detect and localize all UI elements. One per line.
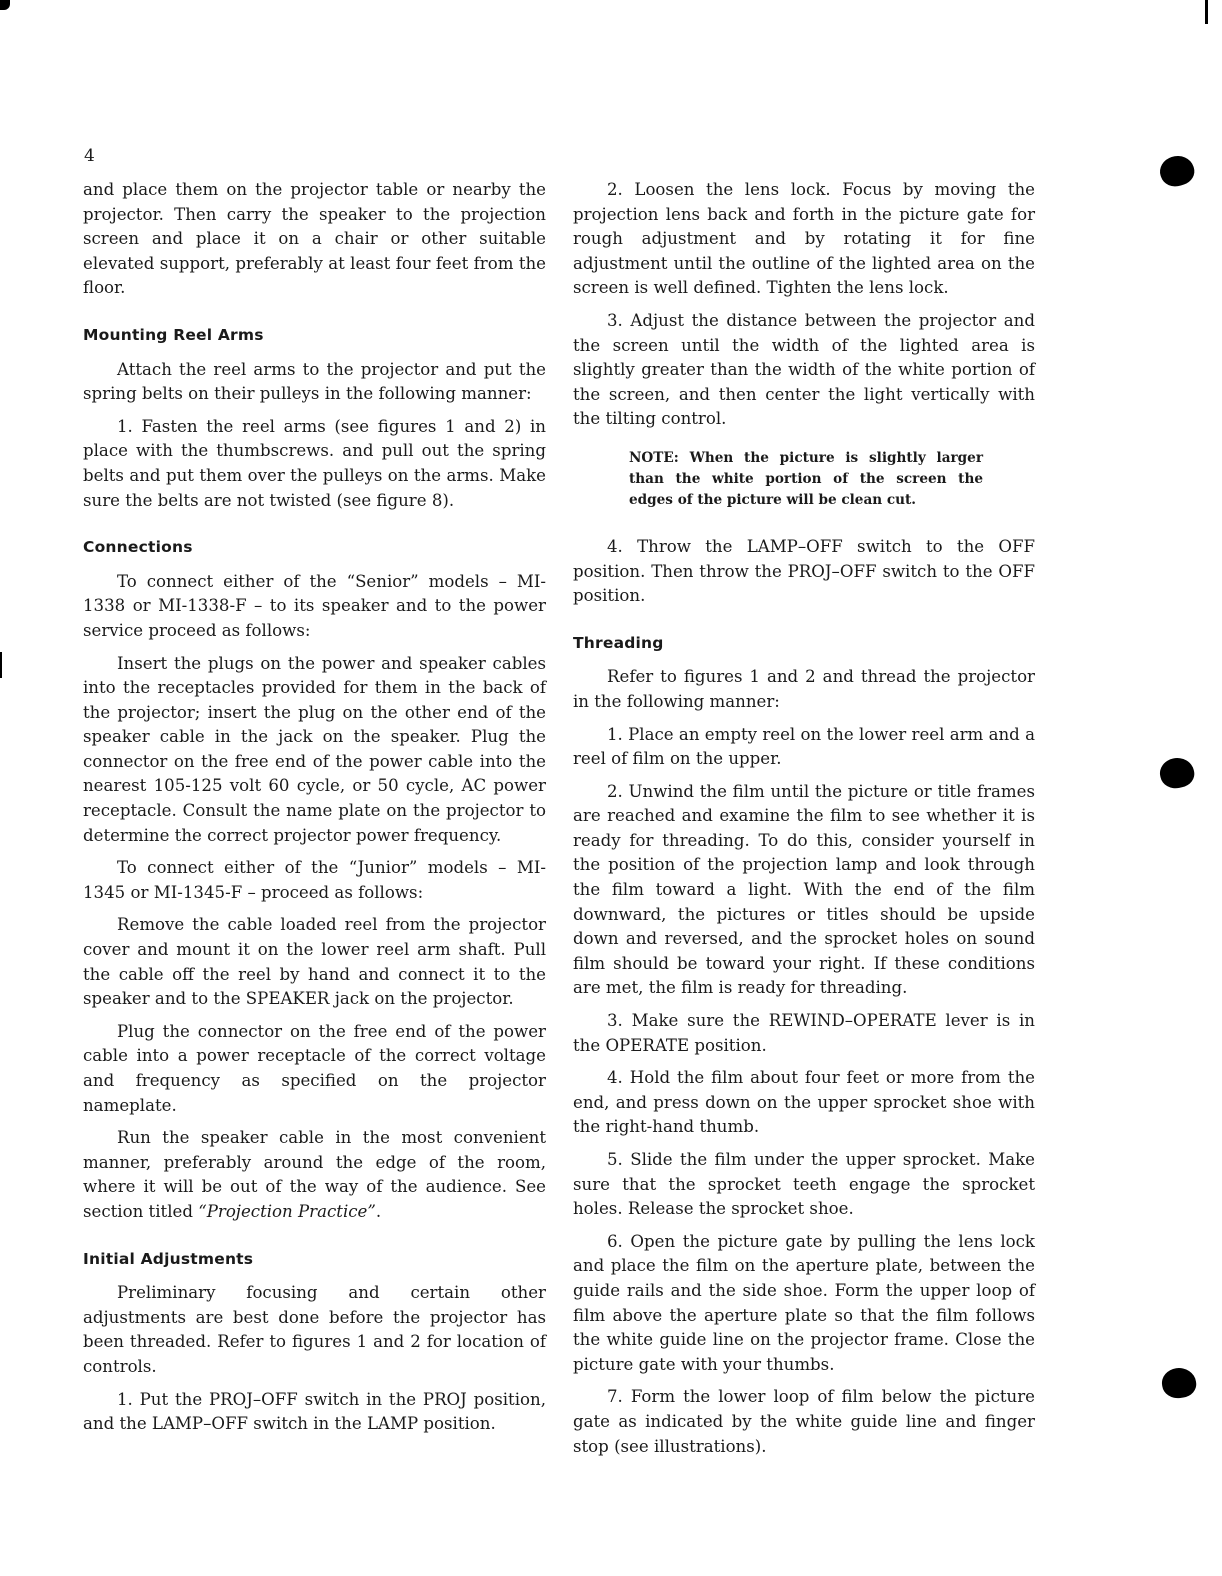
scan-edge-mark	[0, 652, 2, 678]
scan-corner-mark	[0, 0, 10, 10]
section-reference: “Projection Practice”	[198, 1201, 376, 1221]
section-heading-initial-adjustments: Initial Adjustments	[83, 1249, 254, 1268]
binder-hole	[1156, 151, 1198, 190]
paragraph: To connect either of the “Senior” models – MI-1338 or MI-1338-F – to its speaker and to the power service proceed as follows:	[83, 571, 546, 640]
paragraph: and place them on the projector table or nearby the projector. Then carry the speaker to the projection screen and place it on a chair or other suitable elevated support, preferably at least four feet from the floor.	[83, 180, 546, 298]
paragraph: Preliminary focusing and certain other adjustments are best done before the projector has been threaded. Refer to figures 1 and 2 for location of controls.	[83, 1283, 546, 1376]
paragraph: Remove the cable loaded reel from the projector cover and mount it on the lower reel arm shaft. Pull the cable off the reel by hand and connect it to the speaker and to the SPEAKER jack on the projector.	[83, 915, 546, 1009]
paragraph: 1. Put the PROJ–OFF switch in the PROJ position, and the LAMP–OFF switch in the LAMP position.	[83, 1389, 546, 1434]
paragraph: Refer to figures 1 and 2 and thread the projector in the following manner:	[573, 667, 1035, 711]
list-item: 4. Hold the film about four feet or more from the end, and press down on the upper sprocket shoe with the right-hand thumb.	[573, 1068, 1035, 1137]
note-block: NOTE: When the picture is slightly larger than the white portion of the screen the edges of the picture will be clean cut.	[629, 449, 983, 508]
paragraph-text: Run the speaker cable in the most convenient manner, preferably around the edge of the room, where it will be out of the way of the audience. See section titled	[83, 1128, 546, 1221]
paragraph: Insert the plugs on the power and speaker cables into the receptacles provided for them in the back of the projector; insert the plug on the other end of the speaker cable in the jack on the speaker. Plug the connector on the free end of the power cable into the nearest 105-125 volt 60 cycle, or 50 cycle, AC power receptacle. Consult the name plate on the projector to determine the correct projector power frequency.	[83, 653, 546, 845]
list-item: 6. Open the picture gate by pulling the lens lock and place the film on the aperture plate, between the guide rails and the side shoe. Form the upper loop of film above the aperture plate so that the film follows the white guide line on the projector frame. Close the picture gate with your thumbs.	[573, 1231, 1035, 1374]
section-heading-connections: Connections	[83, 538, 193, 557]
list-item: 3. Make sure the REWIND–OPERATE lever is in the OPERATE position.	[573, 1011, 1035, 1055]
paragraph: 1. Fasten the reel arms (see figures 1 and 2) in place with the thumbscrews. and pull out the spring belts and put them over the pulleys on the arms. Make sure the belts are not twisted (see figure 8).	[83, 416, 546, 510]
paragraph: 3. Adjust the distance between the projector and the screen until the width of the lighted area is slightly greater than the width of the white portion of the screen, and then center the light vertically with the tilting control.	[573, 310, 1035, 429]
paragraph	[83, 1126, 546, 1224]
section-heading-threading: Threading	[573, 633, 664, 652]
paragraph: 2. Loosen the lens lock. Focus by moving the projection lens back and forth in the picture gate for rough adjustment and by rotating it for fine adjustment until the outline of the lighted area on the screen is well defined. Tighten the lens lock.	[573, 180, 1035, 298]
list-item: 2. Unwind the film until the picture or title frames are reached and examine the film to see whether it is ready for threading. To do this, consider yourself in the position of the projection lamp and look through the film toward a light. With the end of the film downward, the pictures or titles should be upside down and reversed, and the sprocket holes on sound film should be toward your right. If these conditions are met, the film is ready for threading.	[573, 781, 1035, 998]
binder-hole	[1160, 1366, 1198, 1400]
paragraph: Attach the reel arms to the projector and put the spring belts on their pulleys in the following manner:	[83, 359, 546, 404]
list-item: 5. Slide the film under the upper sprocket. Make sure that the sprocket teeth engage the sprocket holes. Release the sprocket shoe.	[573, 1150, 1035, 1219]
paragraph: To connect either of the “Junior” models – MI-1345 or MI-1345-F – proceed as follows:	[83, 858, 546, 902]
scan-edge-mark	[1205, 0, 1208, 24]
paragraph-text: .	[375, 1201, 382, 1221]
page-number: 4	[84, 146, 95, 166]
binder-hole	[1157, 755, 1196, 791]
list-item: 1. Place an empty reel on the lower reel arm and a reel of film on the upper.	[573, 724, 1035, 769]
left-column	[83, 178, 546, 1445]
section-heading-mounting-reel-arms: Mounting Reel Arms	[83, 325, 264, 344]
paragraph: Plug the connector on the free end of the power cable into a power receptacle of the correct voltage and frequency as specified on the projector nameplate.	[83, 1021, 546, 1115]
right-column	[573, 178, 1035, 1467]
paragraph: 4. Throw the LAMP–OFF switch to the OFF position. Then throw the PROJ–OFF switch to the OFF position.	[573, 536, 1035, 606]
list-item: 7. Form the lower loop of film below the picture gate as indicated by the white guide line and finger stop (see illustrations).	[573, 1387, 1035, 1456]
